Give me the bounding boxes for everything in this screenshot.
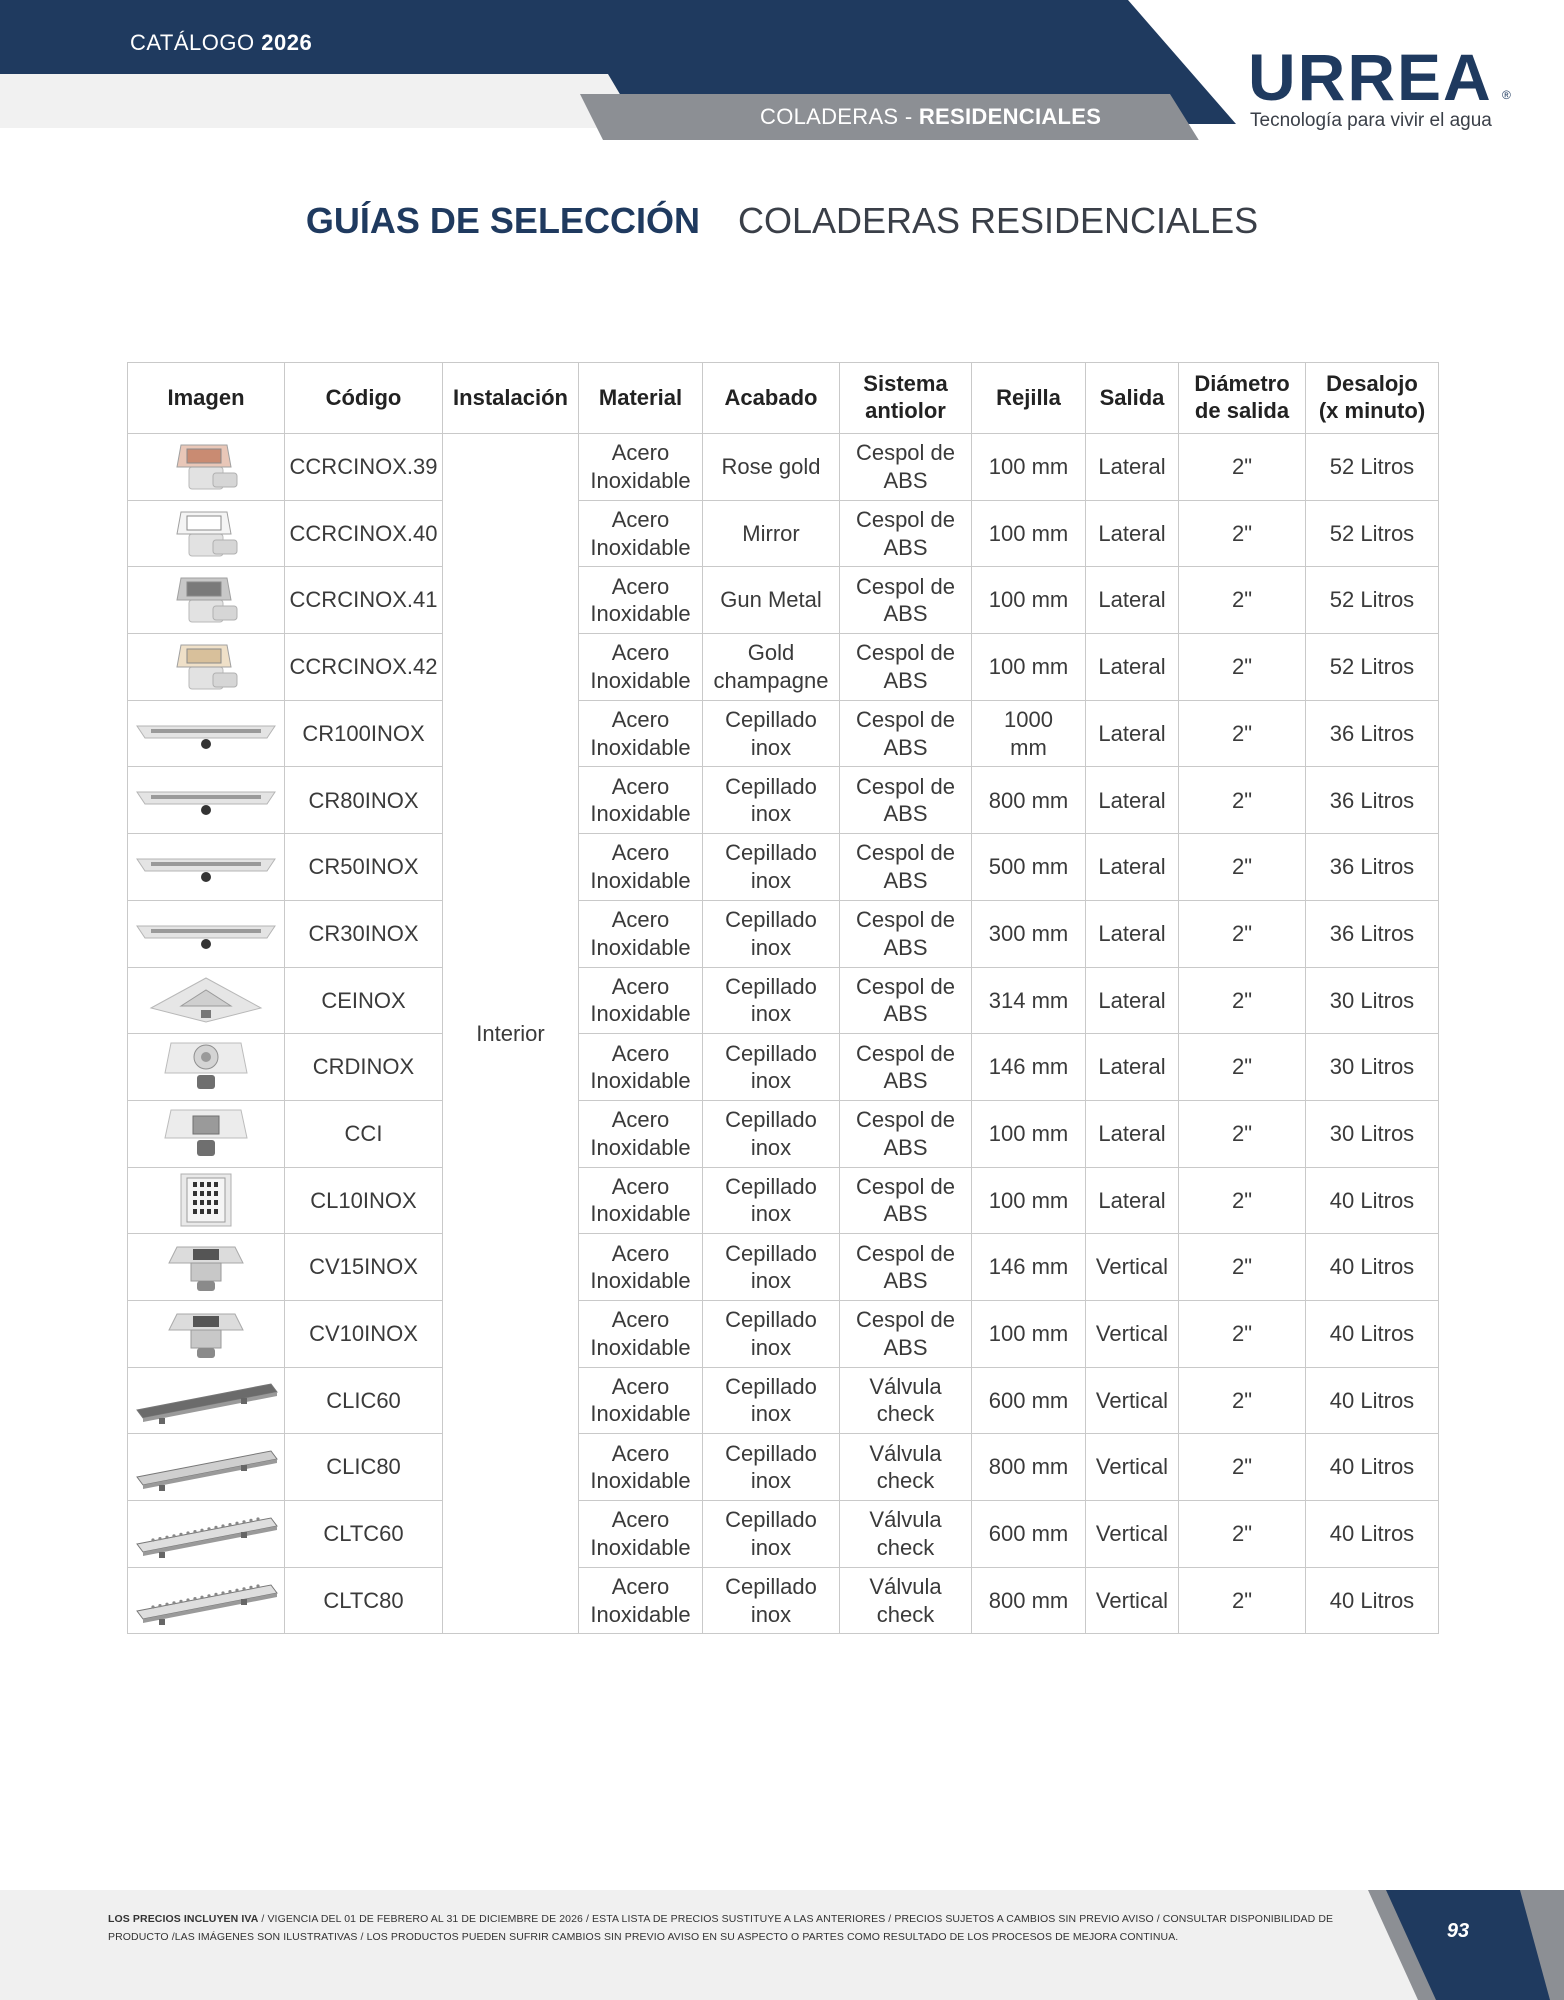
outlet-diameter-cell: 2" bbox=[1179, 434, 1306, 501]
odor-system-cell: Cespol de ABS bbox=[840, 1167, 972, 1234]
outlet-cell: Lateral bbox=[1086, 500, 1179, 567]
channel-drain-perforated-icon bbox=[128, 1571, 284, 1631]
header-sistema-antiolor: Sistema antiolor bbox=[840, 363, 972, 434]
outlet-cell: Vertical bbox=[1086, 1434, 1179, 1501]
product-code: CL10INOX bbox=[285, 1167, 443, 1234]
page-number: 93 bbox=[1446, 1920, 1470, 1942]
outlet-diameter-cell: 2" bbox=[1179, 1434, 1306, 1501]
outlet-cell: Lateral bbox=[1086, 1167, 1179, 1234]
table-row bbox=[128, 567, 1439, 634]
product-code: CR80INOX bbox=[285, 767, 443, 834]
finish-cell: Cepillado inox bbox=[703, 1434, 840, 1501]
material-cell: Acero Inoxidable bbox=[579, 900, 703, 967]
finish-cell: Cepillado inox bbox=[703, 1167, 840, 1234]
outlet-diameter-cell: 2" bbox=[1179, 634, 1306, 701]
odor-system-cell: Cespol de ABS bbox=[840, 434, 972, 501]
product-code: CR30INOX bbox=[285, 900, 443, 967]
odor-system-cell: Cespol de ABS bbox=[840, 634, 972, 701]
outlet-cell: Lateral bbox=[1086, 634, 1179, 701]
product-image-cell bbox=[128, 1034, 285, 1101]
flow-rate-cell: 40 Litros bbox=[1306, 1300, 1439, 1367]
table-row bbox=[128, 1300, 1439, 1367]
table-row bbox=[128, 634, 1439, 701]
linear-drain-icon bbox=[128, 704, 284, 764]
grate-size-cell: 600 mm bbox=[972, 1367, 1086, 1434]
finish-cell: Cepillado inox bbox=[703, 834, 840, 901]
product-image-cell bbox=[128, 567, 285, 634]
outlet-diameter-cell: 2" bbox=[1179, 567, 1306, 634]
finish-cell: Cepillado inox bbox=[703, 900, 840, 967]
header-rejilla: Rejilla bbox=[972, 363, 1086, 434]
flow-rate-cell: 40 Litros bbox=[1306, 1367, 1439, 1434]
finish-cell: Mirror bbox=[703, 500, 840, 567]
flow-rate-cell: 30 Litros bbox=[1306, 967, 1439, 1034]
grate-size-cell: 100 mm bbox=[972, 1100, 1086, 1167]
table-row bbox=[128, 434, 1439, 501]
grate-size-cell: 500 mm bbox=[972, 834, 1086, 901]
outlet-diameter-cell: 2" bbox=[1179, 700, 1306, 767]
table-row bbox=[128, 834, 1439, 901]
header-instalacion: Instalación bbox=[443, 363, 579, 434]
table-row bbox=[128, 1167, 1439, 1234]
finish-cell: Cepillado inox bbox=[703, 700, 840, 767]
outlet-diameter-cell: 2" bbox=[1179, 1100, 1306, 1167]
odor-system-cell: Cespol de ABS bbox=[840, 1234, 972, 1301]
material-cell: Acero Inoxidable bbox=[579, 1100, 703, 1167]
table-row bbox=[128, 967, 1439, 1034]
grate-size-cell: 100 mm bbox=[972, 434, 1086, 501]
product-code: CCRCINOX.42 bbox=[285, 634, 443, 701]
square-drain-icon bbox=[128, 1104, 284, 1164]
finish-cell: Cepillado inox bbox=[703, 967, 840, 1034]
finish-cell: Gun Metal bbox=[703, 567, 840, 634]
outlet-diameter-cell: 2" bbox=[1179, 500, 1306, 567]
round-drain-icon bbox=[128, 1037, 284, 1097]
flow-rate-cell: 36 Litros bbox=[1306, 767, 1439, 834]
outlet-cell: Lateral bbox=[1086, 700, 1179, 767]
finish-cell: Cepillado inox bbox=[703, 767, 840, 834]
outlet-diameter-cell: 2" bbox=[1179, 1300, 1306, 1367]
product-image-cell bbox=[128, 967, 285, 1034]
square-drain-gold-icon bbox=[128, 637, 284, 697]
flow-rate-cell: 40 Litros bbox=[1306, 1167, 1439, 1234]
grate-size-cell: 146 mm bbox=[972, 1234, 1086, 1301]
product-image-cell bbox=[128, 1234, 285, 1301]
grid-drain-icon bbox=[128, 1170, 284, 1230]
flow-rate-cell: 40 Litros bbox=[1306, 1567, 1439, 1634]
product-image-cell bbox=[128, 700, 285, 767]
material-cell: Acero Inoxidable bbox=[579, 1567, 703, 1634]
footer-page-tab bbox=[1360, 1890, 1564, 2000]
product-code: CCRCINOX.40 bbox=[285, 500, 443, 567]
grate-size-cell: 100 mm bbox=[972, 634, 1086, 701]
header-diametro: Diámetro de salida bbox=[1179, 363, 1306, 434]
product-code: CV10INOX bbox=[285, 1300, 443, 1367]
header-salida: Salida bbox=[1086, 363, 1179, 434]
grate-size-cell: 314 mm bbox=[972, 967, 1086, 1034]
table-header-row bbox=[128, 363, 1439, 434]
odor-system-cell: Válvula check bbox=[840, 1501, 972, 1568]
outlet-diameter-cell: 2" bbox=[1179, 1501, 1306, 1568]
product-image-cell bbox=[128, 1434, 285, 1501]
product-image-cell bbox=[128, 1100, 285, 1167]
product-code: CLTC80 bbox=[285, 1567, 443, 1634]
flow-rate-cell: 40 Litros bbox=[1306, 1434, 1439, 1501]
material-cell: Acero Inoxidable bbox=[579, 967, 703, 1034]
product-image-cell bbox=[128, 434, 285, 501]
finish-cell: Cepillado inox bbox=[703, 1034, 840, 1101]
outlet-cell: Vertical bbox=[1086, 1567, 1179, 1634]
grate-size-cell: 100 mm bbox=[972, 1300, 1086, 1367]
product-image-cell bbox=[128, 1501, 285, 1568]
linear-drain-icon bbox=[128, 904, 284, 964]
flow-rate-cell: 30 Litros bbox=[1306, 1034, 1439, 1101]
product-image-cell bbox=[128, 900, 285, 967]
odor-system-cell: Válvula check bbox=[840, 1567, 972, 1634]
outlet-cell: Vertical bbox=[1086, 1300, 1179, 1367]
brand-logo: URREA bbox=[1248, 40, 1493, 114]
odor-system-cell: Válvula check bbox=[840, 1367, 972, 1434]
odor-system-cell: Cespol de ABS bbox=[840, 967, 972, 1034]
outlet-diameter-cell: 2" bbox=[1179, 1234, 1306, 1301]
product-image-cell bbox=[128, 634, 285, 701]
vertical-drain-icon bbox=[128, 1304, 284, 1364]
outlet-diameter-cell: 2" bbox=[1179, 900, 1306, 967]
grate-size-cell: 800 mm bbox=[972, 767, 1086, 834]
table-row bbox=[128, 1567, 1439, 1634]
outlet-diameter-cell: 2" bbox=[1179, 834, 1306, 901]
material-cell: Acero Inoxidable bbox=[579, 500, 703, 567]
section-label: COLADERAS - RESIDENCIALES bbox=[760, 104, 1102, 129]
outlet-cell: Vertical bbox=[1086, 1501, 1179, 1568]
finish-cell: Cepillado inox bbox=[703, 1234, 840, 1301]
odor-system-cell: Cespol de ABS bbox=[840, 767, 972, 834]
outlet-cell: Lateral bbox=[1086, 1100, 1179, 1167]
material-cell: Acero Inoxidable bbox=[579, 1034, 703, 1101]
outlet-diameter-cell: 2" bbox=[1179, 767, 1306, 834]
page-title-light: COLADERAS RESIDENCIALES bbox=[737, 200, 1259, 241]
odor-system-cell: Cespol de ABS bbox=[840, 700, 972, 767]
product-code: CLIC80 bbox=[285, 1434, 443, 1501]
brand-tagline: Tecnología para vivir el agua bbox=[1250, 110, 1492, 131]
flow-rate-cell: 40 Litros bbox=[1306, 1501, 1439, 1568]
outlet-diameter-cell: 2" bbox=[1179, 1034, 1306, 1101]
grate-size-cell: 600 mm bbox=[972, 1501, 1086, 1568]
odor-system-cell: Cespol de ABS bbox=[840, 900, 972, 967]
outlet-cell: Vertical bbox=[1086, 1367, 1179, 1434]
product-image-cell bbox=[128, 1567, 285, 1634]
outlet-cell: Lateral bbox=[1086, 900, 1179, 967]
corner-drain-icon bbox=[128, 970, 284, 1030]
header-imagen: Imagen bbox=[128, 363, 285, 434]
finish-cell: Rose gold bbox=[703, 434, 840, 501]
outlet-cell: Lateral bbox=[1086, 834, 1179, 901]
finish-cell: Cepillado inox bbox=[703, 1501, 840, 1568]
linear-drain-icon bbox=[128, 770, 284, 830]
grate-size-cell: 100 mm bbox=[972, 500, 1086, 567]
product-code: CRDINOX bbox=[285, 1034, 443, 1101]
outlet-cell: Lateral bbox=[1086, 567, 1179, 634]
flow-rate-cell: 30 Litros bbox=[1306, 1100, 1439, 1167]
material-cell: Acero Inoxidable bbox=[579, 1234, 703, 1301]
header-codigo: Código bbox=[285, 363, 443, 434]
flow-rate-cell: 40 Litros bbox=[1306, 1234, 1439, 1301]
finish-cell: Cepillado inox bbox=[703, 1300, 840, 1367]
outlet-cell: Lateral bbox=[1086, 1034, 1179, 1101]
outlet-diameter-cell: 2" bbox=[1179, 1167, 1306, 1234]
product-code: CCRCINOX.39 bbox=[285, 434, 443, 501]
channel-drain-icon bbox=[128, 1437, 284, 1497]
odor-system-cell: Cespol de ABS bbox=[840, 567, 972, 634]
flow-rate-cell: 52 Litros bbox=[1306, 567, 1439, 634]
outlet-cell: Vertical bbox=[1086, 1234, 1179, 1301]
square-drain-mirror-icon bbox=[128, 504, 284, 564]
material-cell: Acero Inoxidable bbox=[579, 634, 703, 701]
outlet-cell: Lateral bbox=[1086, 767, 1179, 834]
page-title bbox=[0, 200, 1564, 242]
header-material: Material bbox=[579, 363, 703, 434]
product-image-cell bbox=[128, 767, 285, 834]
flow-rate-cell: 52 Litros bbox=[1306, 634, 1439, 701]
product-image-cell bbox=[128, 1367, 285, 1434]
grate-size-cell: 800 mm bbox=[972, 1434, 1086, 1501]
grate-size-cell: 1000 mm bbox=[972, 700, 1086, 767]
product-code: CEINOX bbox=[285, 967, 443, 1034]
table-row bbox=[128, 1434, 1439, 1501]
material-cell: Acero Inoxidable bbox=[579, 1501, 703, 1568]
installation-cell: Interior bbox=[443, 434, 579, 1634]
linear-drain-icon bbox=[128, 837, 284, 897]
finish-cell: Cepillado inox bbox=[703, 1567, 840, 1634]
table-row bbox=[128, 900, 1439, 967]
product-code: CV15INOX bbox=[285, 1234, 443, 1301]
outlet-cell: Lateral bbox=[1086, 434, 1179, 501]
flow-rate-cell: 36 Litros bbox=[1306, 700, 1439, 767]
material-cell: Acero Inoxidable bbox=[579, 700, 703, 767]
flow-rate-cell: 36 Litros bbox=[1306, 834, 1439, 901]
header-desalojo: Desalojo (x minuto) bbox=[1306, 363, 1439, 434]
material-cell: Acero Inoxidable bbox=[579, 567, 703, 634]
product-code: CR100INOX bbox=[285, 700, 443, 767]
odor-system-cell: Cespol de ABS bbox=[840, 500, 972, 567]
material-cell: Acero Inoxidable bbox=[579, 767, 703, 834]
product-image-cell bbox=[128, 834, 285, 901]
product-image-cell bbox=[128, 1167, 285, 1234]
catalog-label: CATÁLOGO 2026 bbox=[130, 30, 313, 55]
square-drain-rose-gold-icon bbox=[128, 437, 284, 497]
flow-rate-cell: 36 Litros bbox=[1306, 900, 1439, 967]
grate-size-cell: 100 mm bbox=[972, 567, 1086, 634]
finish-cell: Cepillado inox bbox=[703, 1100, 840, 1167]
product-image-cell bbox=[128, 500, 285, 567]
odor-system-cell: Cespol de ABS bbox=[840, 1100, 972, 1167]
material-cell: Acero Inoxidable bbox=[579, 434, 703, 501]
header-acabado: Acabado bbox=[703, 363, 840, 434]
outlet-diameter-cell: 2" bbox=[1179, 967, 1306, 1034]
vertical-drain-icon bbox=[128, 1237, 284, 1297]
table-row bbox=[128, 500, 1439, 567]
flow-rate-cell: 52 Litros bbox=[1306, 434, 1439, 501]
material-cell: Acero Inoxidable bbox=[579, 834, 703, 901]
table-row bbox=[128, 1501, 1439, 1568]
flow-rate-cell: 52 Litros bbox=[1306, 500, 1439, 567]
channel-drain-dark-icon bbox=[128, 1370, 284, 1430]
material-cell: Acero Inoxidable bbox=[579, 1300, 703, 1367]
table-row bbox=[128, 1034, 1439, 1101]
odor-system-cell: Válvula check bbox=[840, 1434, 972, 1501]
brand-registered-mark: ® bbox=[1502, 88, 1511, 102]
grate-size-cell: 100 mm bbox=[972, 1167, 1086, 1234]
odor-system-cell: Cespol de ABS bbox=[840, 834, 972, 901]
product-code: CCI bbox=[285, 1100, 443, 1167]
outlet-diameter-cell: 2" bbox=[1179, 1367, 1306, 1434]
product-image-cell bbox=[128, 1300, 285, 1367]
outlet-cell: Lateral bbox=[1086, 967, 1179, 1034]
square-drain-gun-metal-icon bbox=[128, 570, 284, 630]
grate-size-cell: 146 mm bbox=[972, 1034, 1086, 1101]
product-code: CR50INOX bbox=[285, 834, 443, 901]
footer-disclaimer: LOS PRECIOS INCLUYEN IVA / VIGENCIA DEL 01 DE FEBRERO AL 31 DE DICIEMBRE DE 2026 / ESTA LISTA DE PRECIOS SUSTITUYE A LAS ANTERIORES / PRECIOS SUJETOS A CAMBIOS SIN PREVIO AVISO / CONSULTAR DISPONIBILIDAD DE PRODUCTO /LAS IMÁGENES SON ILUSTRATIVAS / LOS PRODUCTOS PUEDEN SUFRIR CAMBIOS SIN PREVIO AVISO EN SU ASPECTO O PARTES COMO RESULTADO DE LOS PROCESOS DE MEJORA CONTINUA. bbox=[108, 1913, 1334, 1944]
material-cell: Acero Inoxidable bbox=[579, 1367, 703, 1434]
selection-guide-table bbox=[127, 362, 1439, 1634]
table-row bbox=[128, 1100, 1439, 1167]
table-row bbox=[128, 767, 1439, 834]
grate-size-cell: 300 mm bbox=[972, 900, 1086, 967]
table-row bbox=[128, 700, 1439, 767]
odor-system-cell: Cespol de ABS bbox=[840, 1034, 972, 1101]
product-code: CLTC60 bbox=[285, 1501, 443, 1568]
finish-cell: Gold champagne bbox=[703, 634, 840, 701]
outlet-diameter-cell: 2" bbox=[1179, 1567, 1306, 1634]
material-cell: Acero Inoxidable bbox=[579, 1434, 703, 1501]
finish-cell: Cepillado inox bbox=[703, 1367, 840, 1434]
channel-drain-perforated-icon bbox=[128, 1504, 284, 1564]
table-row bbox=[128, 1367, 1439, 1434]
page-title-bold: GUÍAS DE SELECCIÓN bbox=[305, 200, 700, 241]
odor-system-cell: Cespol de ABS bbox=[840, 1300, 972, 1367]
product-code: CLIC60 bbox=[285, 1367, 443, 1434]
grate-size-cell: 800 mm bbox=[972, 1567, 1086, 1634]
table-row bbox=[128, 1234, 1439, 1301]
material-cell: Acero Inoxidable bbox=[579, 1167, 703, 1234]
product-code: CCRCINOX.41 bbox=[285, 567, 443, 634]
